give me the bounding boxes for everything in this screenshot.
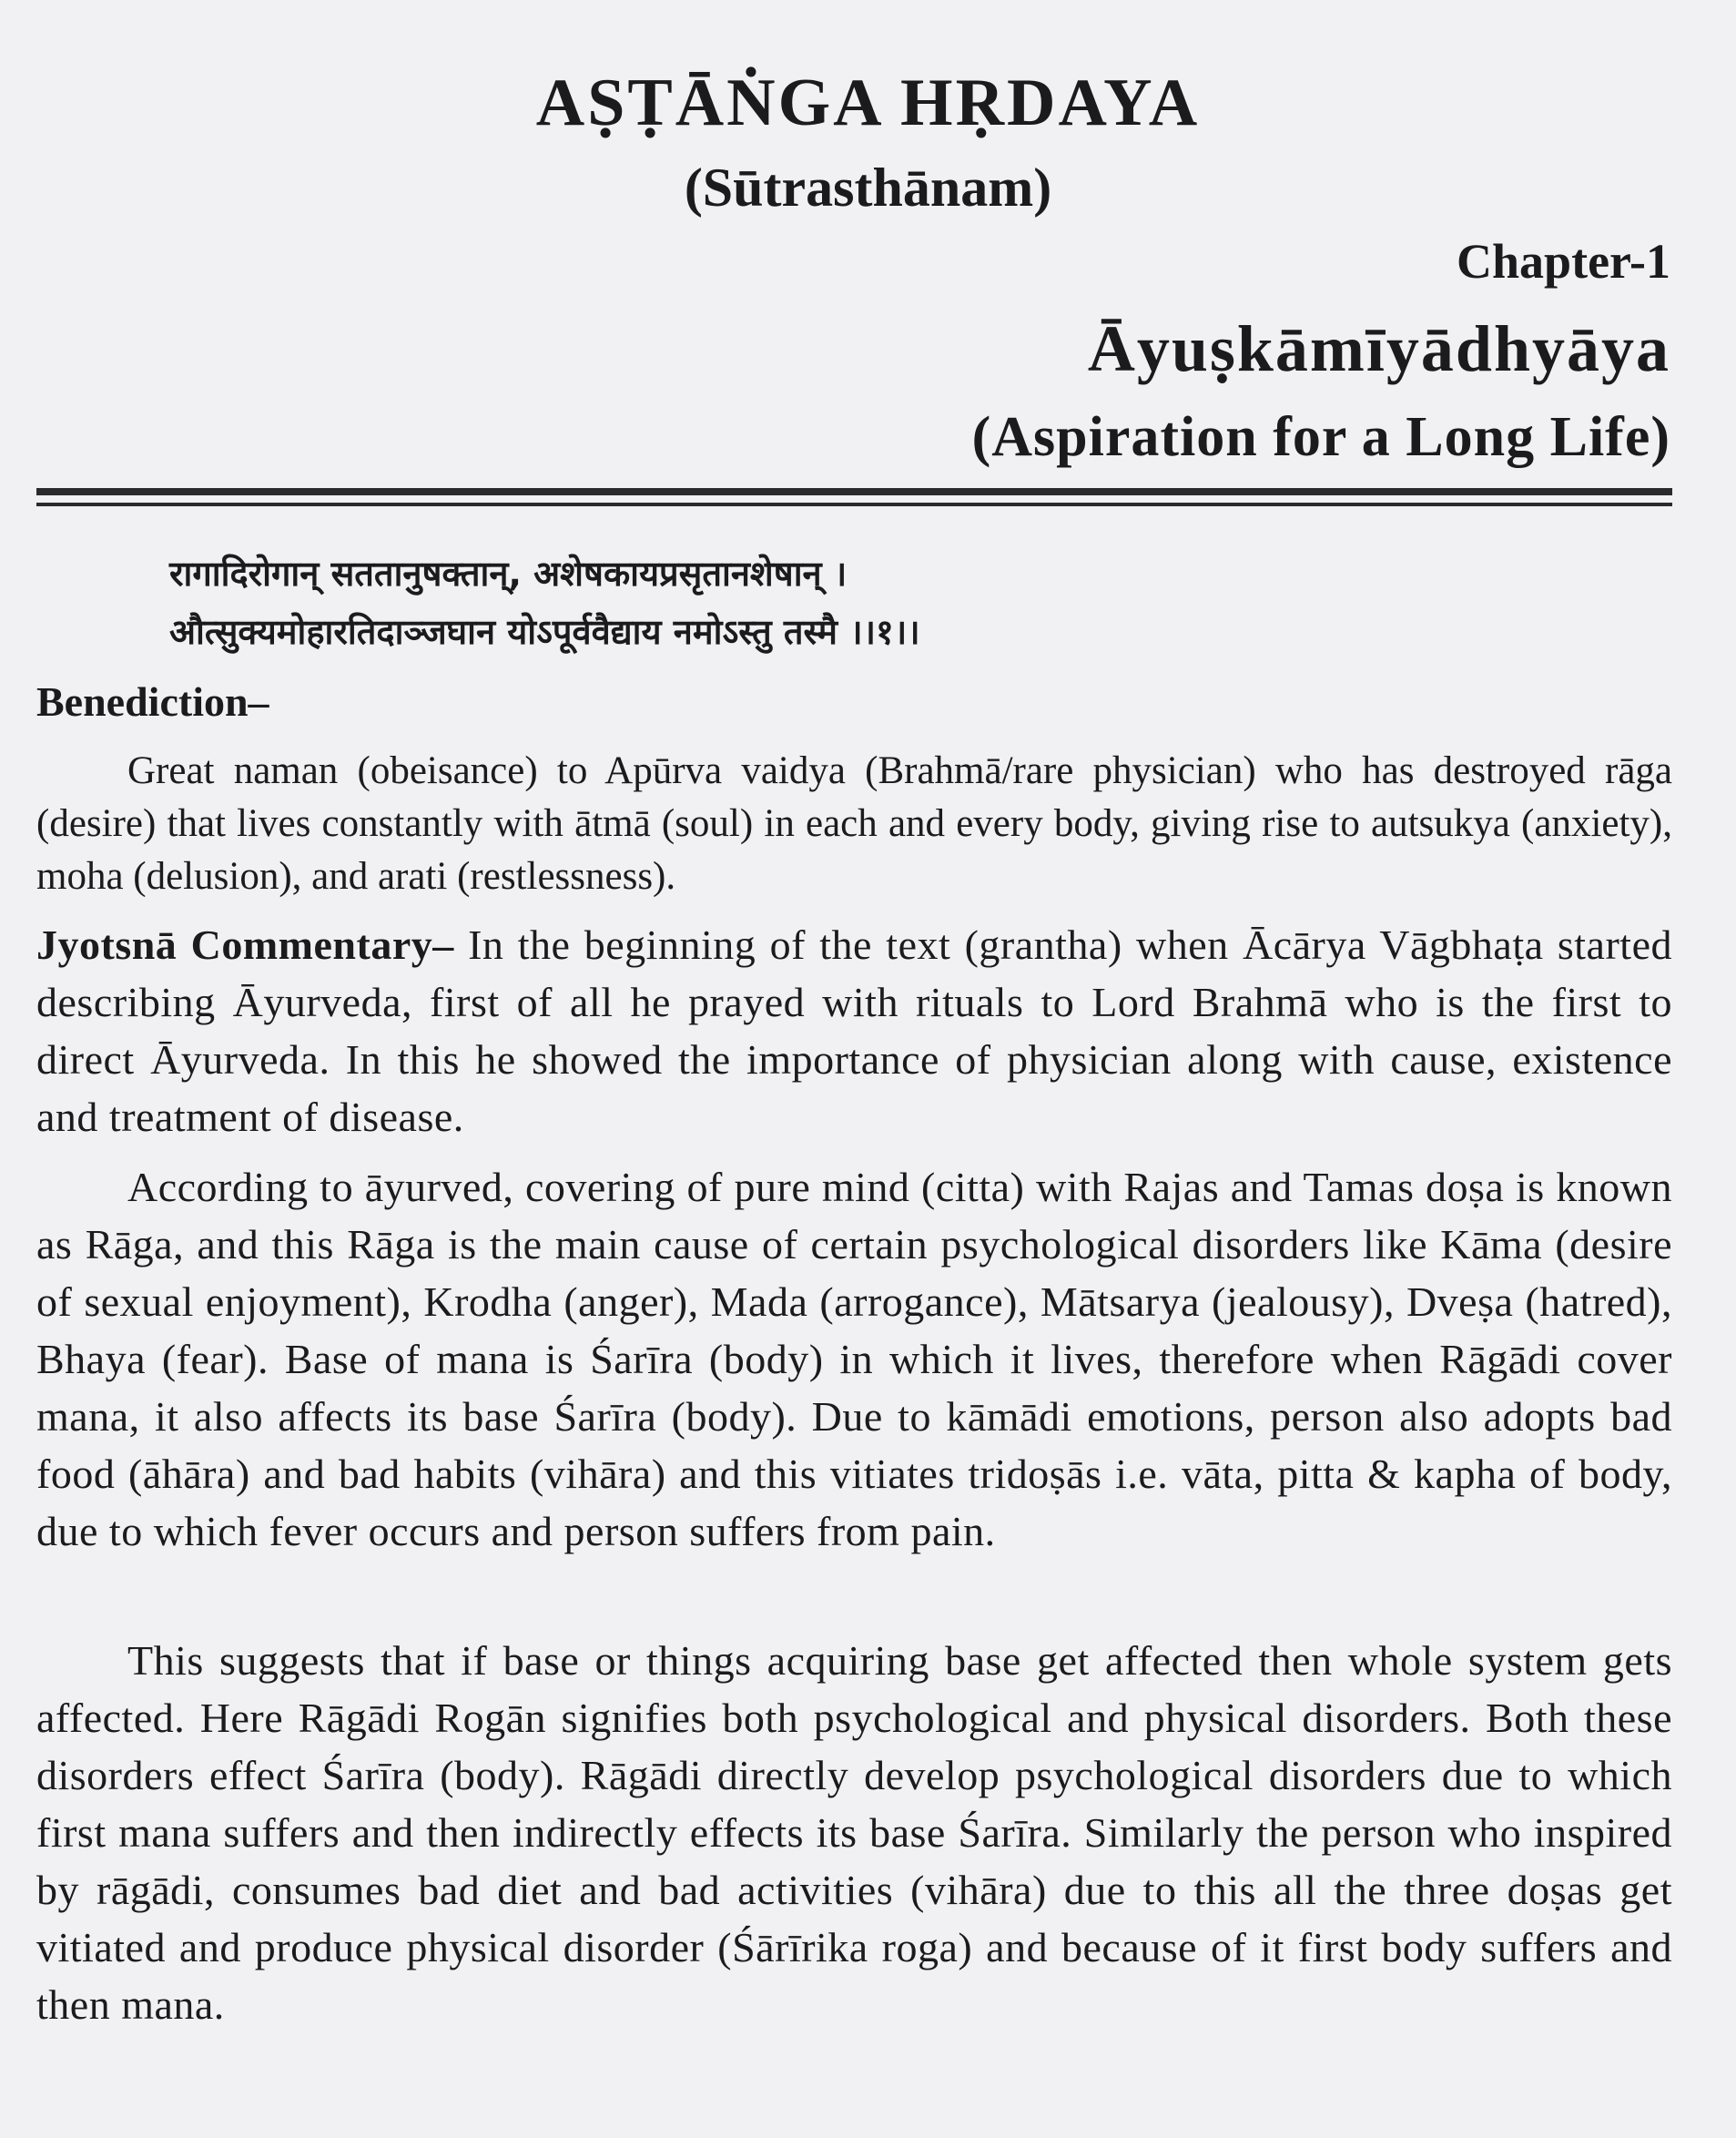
commentary-heading: Jyotsnā Commentary–	[36, 921, 454, 968]
chapter-subtitle: (Aspiration for a Long Life)	[971, 406, 1670, 468]
divider-thick	[36, 488, 1672, 495]
book-title: AṢṬĀṄGA HṚDAYA	[535, 66, 1201, 140]
commentary-text: In the beginning of the text (grantha) when Ācārya Vāgbhaṭa started describing Āyurveda, first of all he prayed with rituals to Lord Brahmā who is the first to direct Āyurveda. In this he showed the importance of physician along with cause, existence and treatment of disease.	[36, 921, 1672, 1140]
commentary-paragraph	[36, 916, 1672, 1145]
benediction-heading: Benediction–	[36, 678, 269, 725]
chapter-title: Āyuṣkāmīyādhyāya	[1087, 312, 1670, 385]
benediction-text: Great naman (obeisance) to Apūrva vaidya (Brahmā/rare physician) who has destroyed rāga (desire) that lives constantly with ātmā (soul) in each and every body, giving rise to autsukya (anxiety), moha (delusion), and arati (restlessness).	[36, 749, 1672, 898]
verse-line: रागादिरोगान् सततानुषक्तान्, अशेषकायप्रसृतानशेषान् ।	[169, 554, 848, 594]
sanskrit-verse	[169, 545, 1626, 661]
divider-thin	[36, 503, 1672, 506]
chapter-label: Chapter-1	[1457, 234, 1670, 289]
verse-line: औत्सुक्यमोहारतिदाञ्जघान योऽपूर्ववैद्याय नमोऽस्तु तस्मै ।।१।।	[169, 612, 920, 652]
body-paragraph: This suggests that if base or things acquiring base get affected then whole system gets affected. Here Rāgādi Rogān signifies both psychological and physical disorders. Both these disorders effect Śarīra (body). Rāgādi directly develop psychological disorders due to which first mana suffers and then indirectly effects its base Śarīra. Similarly the person who inspired by rāgādi, consumes bad diet and bad activities (vihāra) due to this all the three doṣas get vitiated and produce physical disorder (Śārīrika roga) and because of it first body suffers and then mana.	[36, 1637, 1672, 2028]
body-paragraph: According to āyurved, covering of pure mind (citta) with Rajas and Tamas doṣa is known as Rāga, and this Rāga is the main cause of certain psychological disorders like Kāma (desire of sexual enjoyment), Krodha (anger), Mada (arrogance), Mātsarya (jealousy), Dveṣa (hatred), Bhaya (fear). Base of mana is Śarīra (body) in which it lives, therefore when Rāgādi cover mana, it also affects its base Śarīra (body). Due to kāmādi emotions, person also adopts bad food (āhāra) and bad habits (vihāra) and this vitiates tridoṣās i.e. vāta, pitta & kapha of body, due to which fever occurs and person suffers from pain.	[36, 1164, 1672, 1554]
book-section: (Sūtrasthānam)	[684, 158, 1052, 218]
